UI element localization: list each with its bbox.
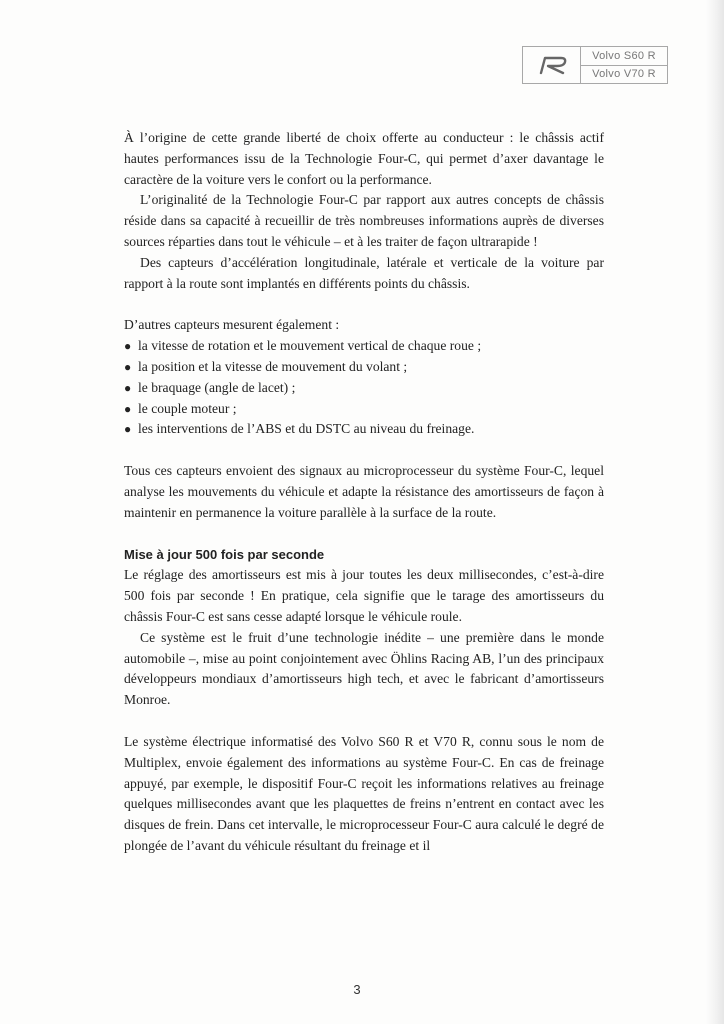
paragraph: Ce système est le fruit d’une technologie inédite – une première dans le monde automobile –, mise au point conjointement avec Öhlins Racing AB, l’un des principaux développeurs mondiaux d’amortisseurs high tech, et avec le fabricant d’amortisseurs Monroe. bbox=[124, 629, 604, 708]
paragraph: À l’origine de cette grande liberté de choix offerte au conducteur : le châssis actif hautes performances issu de la Technologie Four-C, qui permet d’axer davantage le caractère de la voiture vers le confort ou la performance. bbox=[124, 130, 604, 187]
page-number: 3 bbox=[353, 982, 361, 997]
paragraph: Le système électrique informatisé des Volvo S60 R et V70 R, connu sous le nom de Multiplex, envoie également des informations au système Four-C. En cas de freinage appuyé, par exemple, le dispositif Four-C reçoit les informations relatives au freinage quelques millisecondes avant que les plaquettes de freins n’entrent en contact avec les disques de frein. Dans cet intervalle, le microprocesseur Four-C aura calculé le degré de plongée de l’avant du véhicule résultant du freinage et il bbox=[124, 733, 604, 853]
paragraph: L’originalité de la Technologie Four-C par rapport aux autres concepts de châssis réside dans sa capacité à recueillir de très nombreuses informations auprès de diverses sources réparties dans tout le véhicule – et à les traiter de façon ultrarapide ! bbox=[124, 192, 604, 249]
paragraph: Tous ces capteurs envoient des signaux au microprocesseur du système Four-C, lequel analyse les mouvements du véhicule et adapte la résistance des amortisseurs de façon à maintenir en permanence la voiture parallèle à la surface de la route. bbox=[124, 463, 604, 520]
bullet-icon: ● bbox=[124, 339, 132, 354]
list-item: ● la position et la vitesse de mouvement du volant ; bbox=[124, 357, 604, 378]
list-intro: D’autres capteurs mesurent également : bbox=[124, 317, 340, 333]
bullet-icon: ● bbox=[124, 359, 132, 374]
sensor-list bbox=[124, 336, 604, 440]
paragraph: Le réglage des amortisseurs est mis à jour toutes les deux millisecondes, c’est-à-dire 500 fois par seconde ! En pratique, cela signifie que le tarage des amortisseurs du châssis Four-C est sans cesse adapté lorsque le véhicule roule. bbox=[124, 567, 604, 624]
list-item: ● la vitesse de rotation et le mouvement vertical de chaque roue ; bbox=[124, 336, 604, 357]
list-item: ● les interventions de l’ABS et du DSTC au niveau du freinage. bbox=[124, 419, 604, 440]
list-item: ● le braquage (angle de lacet) ; bbox=[124, 378, 604, 399]
volvo-r-logo-icon bbox=[523, 47, 581, 83]
model-badge bbox=[522, 46, 668, 84]
page-edge-shadow bbox=[706, 0, 724, 1024]
section-heading: Mise à jour 500 fois par seconde bbox=[124, 546, 325, 562]
model-v70r: Volvo V70 R bbox=[581, 65, 667, 84]
paragraph: Des capteurs d’accélération longitudinale, latérale et verticale de la voiture par rapport à la route sont implantés en différents points du châssis. bbox=[124, 254, 604, 291]
bullet-icon: ● bbox=[124, 422, 132, 437]
list-item: ● le couple moteur ; bbox=[124, 399, 604, 420]
article-body bbox=[124, 128, 604, 857]
bullet-icon: ● bbox=[124, 401, 132, 416]
model-s60r: Volvo S60 R bbox=[592, 49, 656, 62]
bullet-icon: ● bbox=[124, 380, 132, 395]
model-list bbox=[581, 47, 667, 83]
